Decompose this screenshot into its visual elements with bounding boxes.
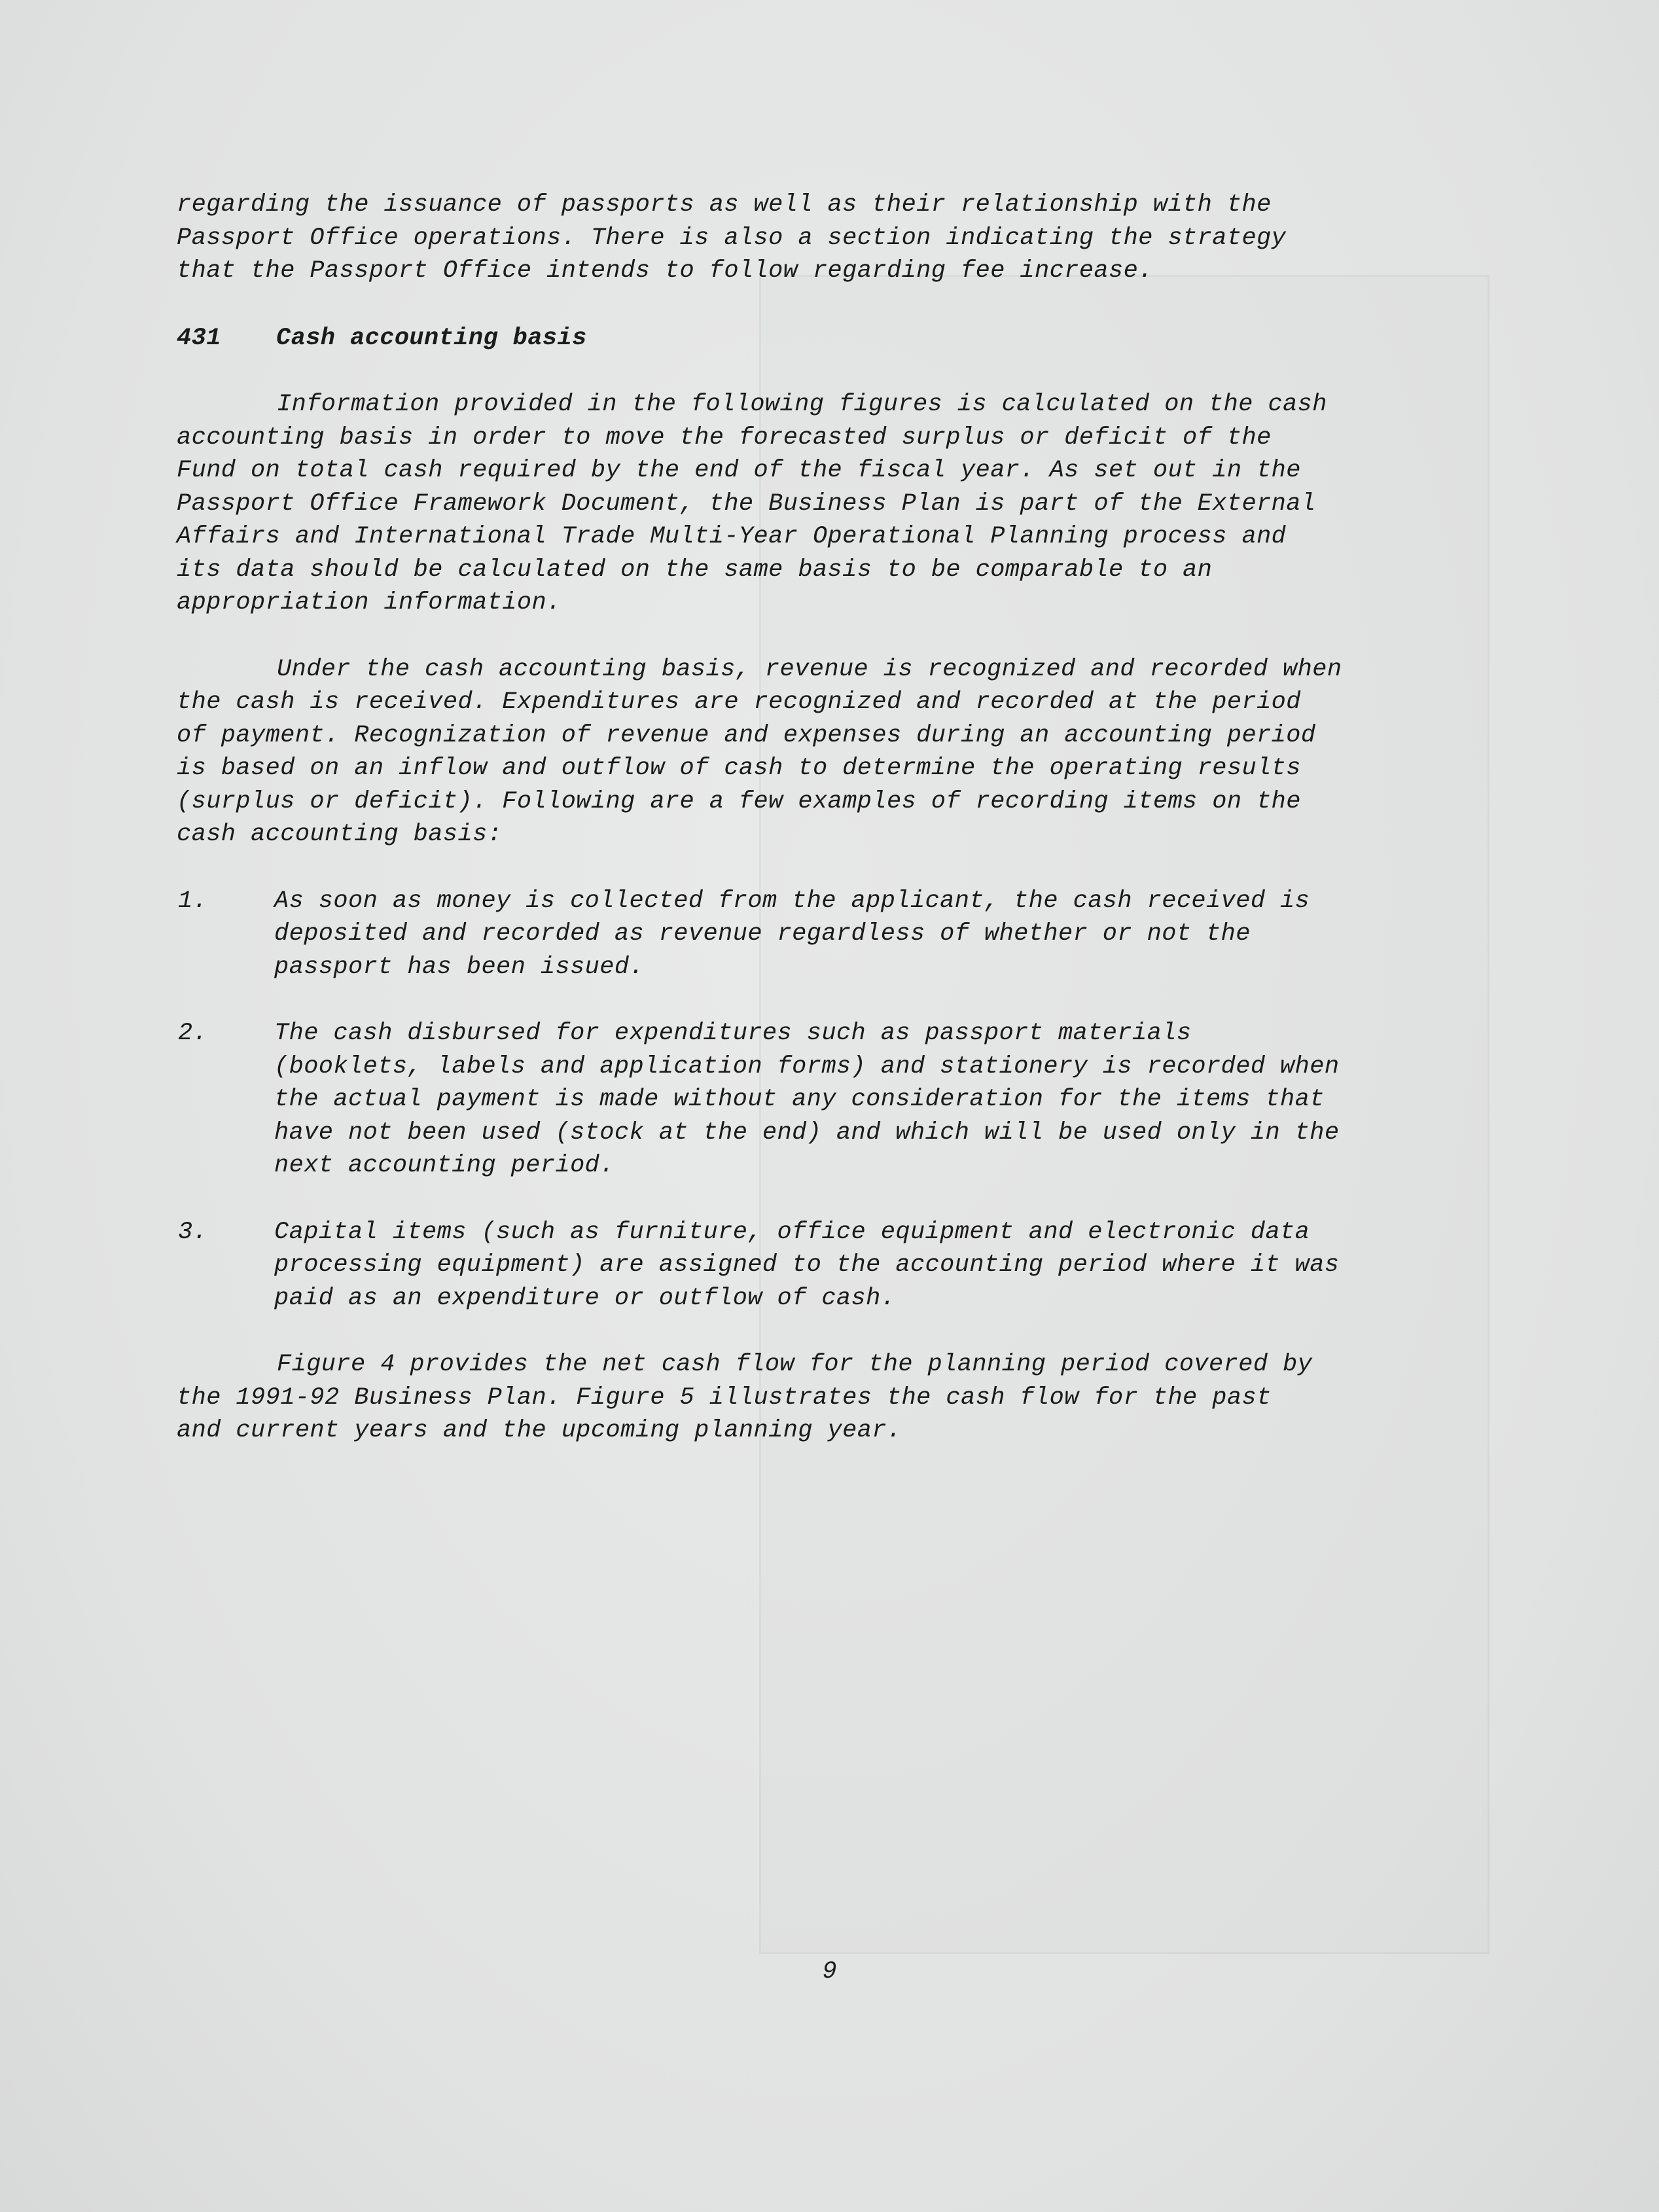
list-marker: 3. (178, 1218, 208, 1246)
paragraph-cash-basis-definition: Under the cash accounting basis, revenue is recognized and recorded when the cash is received. Expenditures are recognized and recorded at the period of payment. Recognization of revenue and expenses during an accounting period is based on an inflow and outflow of cash to determine the operating results (surplus or deficit). Following are a few examples of recording items on the cash accounting basis: (177, 655, 1342, 848)
list-item-text: Capital items (such as furniture, office equipment and electronic data processing equipment) are assigned to the accounting period where it was paid as an expenditure or outflow of cash. (274, 1218, 1340, 1312)
list-item-text: As soon as money is collected from the applicant, the cash received is deposited and recorded as revenue regardless of whether or not the passport has been issued. (274, 887, 1310, 981)
section-heading (177, 322, 1486, 355)
document-body (177, 188, 1486, 1481)
section-title: Cash accounting basis (276, 324, 587, 352)
page-number: 9 (822, 1958, 837, 1986)
paragraph-cash-basis-info: Information provided in the following figures is calculated on the cash accounting basis in order to move the forecasted surplus or deficit of the Fund on total cash required by the end of the fiscal year. As set out in the Passport Office Framework Document, the Business Plan is part of the External Affairs and International Trade Multi-Year Operational Planning process and its data should be calculated on the same basis to be comparable to an appropriation information. (177, 391, 1327, 616)
closing-paragraph: Figure 4 provides the net cash flow for the planning period covered by the 1991-92 Business Plan. Figure 5 illustrates the cash flow for the past and current years and the upcoming planning year. (177, 1351, 1313, 1444)
section-number: 431 (177, 324, 221, 352)
list-item (177, 1017, 1486, 1183)
list-item (177, 1216, 1486, 1315)
list-item-text: The cash disbursed for expenditures such as passport materials (booklets, labels and application forms) and stationery is recorded when the actual payment is made without any consideration for the items that have not been used (stock at the end) and which will be used only in the next accounting period. (274, 1020, 1340, 1179)
list-item (177, 885, 1486, 984)
list-marker: 2. (178, 1020, 208, 1047)
list-marker: 1. (178, 887, 208, 915)
intro-paragraph: regarding the issuance of passports as well as their relationship with the Passport Office operations. There is also a section indicating the strategy that the Passport Office intends to follow regarding fee increase. (177, 191, 1287, 285)
